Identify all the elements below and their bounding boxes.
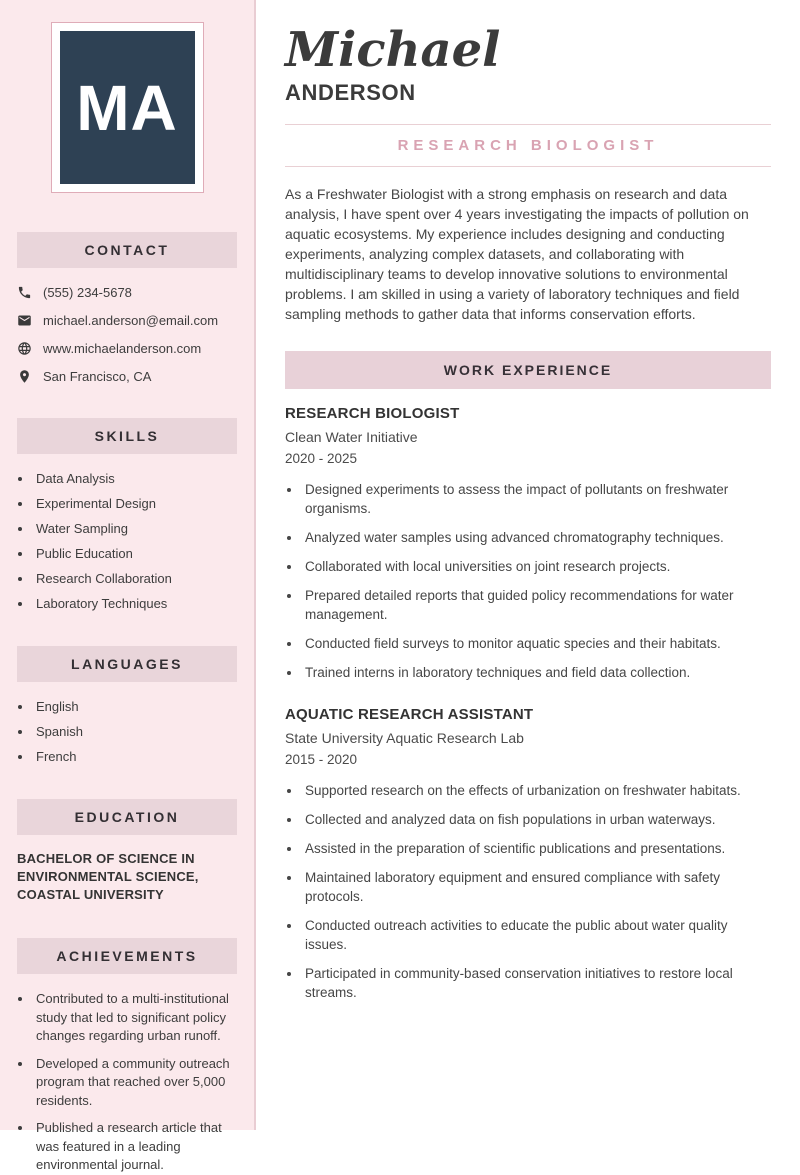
languages-section <box>17 646 237 765</box>
avatar-initials: MA <box>76 71 178 144</box>
achievements-section <box>17 938 237 1175</box>
achievements-section-title: ACHIEVEMENTS <box>17 938 237 974</box>
job-bullet: • Participated in community-based conservation initiatives to restore local streams. <box>302 964 771 1002</box>
skill-item: • Water Sampling <box>33 520 237 537</box>
job-bullet: • Collaborated with local universities on joint research projects. <box>302 557 771 576</box>
achievement-item: • Contributed to a multi-institutional study that led to significant policy changes regarding urban runoff. <box>33 990 237 1046</box>
languages-list <box>33 698 237 765</box>
job-dates: 2020 - 2025 <box>285 451 358 466</box>
job-dates: 2015 - 2020 <box>285 752 358 767</box>
email-address: michael.anderson@email.com <box>43 313 219 328</box>
skill-item: • Research Collaboration <box>33 570 237 587</box>
contact-row-email <box>17 313 237 328</box>
job-bullets <box>302 781 771 1002</box>
location-text: San Francisco, CA <box>43 369 152 384</box>
job-bullet: • Maintained laboratory equipment and ensured compliance with safety protocols. <box>302 868 771 906</box>
contact-row-phone <box>17 285 237 300</box>
contact-row-website <box>17 341 237 356</box>
job-entry-1 <box>285 405 771 682</box>
job-entry-2 <box>285 706 771 1002</box>
skills-section-title: SKILLS <box>17 418 237 454</box>
skill-item: • Public Education <box>33 545 237 562</box>
job-bullets <box>302 480 771 682</box>
phone-number: (555) 234-5678 <box>43 285 132 300</box>
main-content <box>256 0 800 1130</box>
divider-bottom <box>285 166 771 167</box>
last-name: ANDERSON <box>285 80 416 105</box>
job-bullet: • Supported research on the effects of urbanization on freshwater habitats. <box>302 781 771 800</box>
achievement-item: • Published a research article that was featured in a leading environmental journal. <box>33 1119 237 1175</box>
job-role-title: RESEARCH BIOLOGIST <box>397 137 659 154</box>
skill-item: • Laboratory Techniques <box>33 595 237 612</box>
job-bullet: • Conducted field surveys to monitor aquatic species and their habitats. <box>302 634 771 653</box>
skill-item: • Data Analysis <box>33 470 237 487</box>
contact-list <box>17 285 237 384</box>
contact-row-location <box>17 369 237 384</box>
first-name: Michael <box>285 22 501 78</box>
profile-summary: As a Freshwater Biologist with a strong emphasis on research and data analysis, I have spent over 4 years investigating the impacts of pollution on aquatic ecosystems. My experience includes designing and conducting experiments, analyzing complex datasets, and collaborating with multidisciplinary teams to develop innovative solutions to environmental problems. I am skilled in using a variety of laboratory techniques and field sampling methods to gather data that informs conservation efforts. <box>285 186 749 322</box>
work-experience-section-title: WORK EXPERIENCE <box>285 351 771 389</box>
education-section-title: EDUCATION <box>17 799 237 835</box>
achievement-item: • Developed a community outreach program that reached over 5,000 residents. <box>33 1055 237 1111</box>
avatar <box>51 22 204 193</box>
phone-icon <box>17 285 32 300</box>
job-bullet: • Analyzed water samples using advanced chromatography techniques. <box>302 528 771 547</box>
job-bullet: • Prepared detailed reports that guided policy recommendations for water management. <box>302 586 771 624</box>
job-bullet: • Assisted in the preparation of scientific publications and presentations. <box>302 839 771 858</box>
contact-section-title: CONTACT <box>17 232 237 268</box>
job-company: Clean Water Initiative <box>285 429 418 445</box>
sidebar <box>0 0 256 1172</box>
education-degree: BACHELOR OF SCIENCE IN ENVIRONMENTAL SCIENCE, COASTAL UNIVERSITY <box>17 851 199 902</box>
language-item: • French <box>33 748 237 765</box>
job-title: AQUATIC RESEARCH ASSISTANT <box>285 706 534 723</box>
job-title: RESEARCH BIOLOGIST <box>285 405 460 422</box>
skills-list <box>33 470 237 612</box>
language-item: • English <box>33 698 237 715</box>
website-url: www.michaelanderson.com <box>43 341 202 356</box>
education-section <box>17 799 237 904</box>
job-company: State University Aquatic Research Lab <box>285 730 524 746</box>
avatar-background <box>60 31 195 184</box>
achievements-list <box>33 990 237 1175</box>
language-item: • Spanish <box>33 723 237 740</box>
website-icon <box>17 341 32 356</box>
location-icon <box>17 369 32 384</box>
resume-header <box>285 24 771 106</box>
skill-item: • Experimental Design <box>33 495 237 512</box>
job-bullet: • Conducted outreach activities to educate the public about water quality issues. <box>302 916 771 954</box>
job-bullet: • Trained interns in laboratory techniques and field data collection. <box>302 663 771 682</box>
languages-section-title: LANGUAGES <box>17 646 237 682</box>
email-icon <box>17 313 32 328</box>
skills-section <box>17 418 237 612</box>
job-bullet: • Designed experiments to assess the impact of pollutants on freshwater organisms. <box>302 480 771 518</box>
contact-section <box>17 232 237 384</box>
job-bullet: • Collected and analyzed data on fish populations in urban waterways. <box>302 810 771 829</box>
